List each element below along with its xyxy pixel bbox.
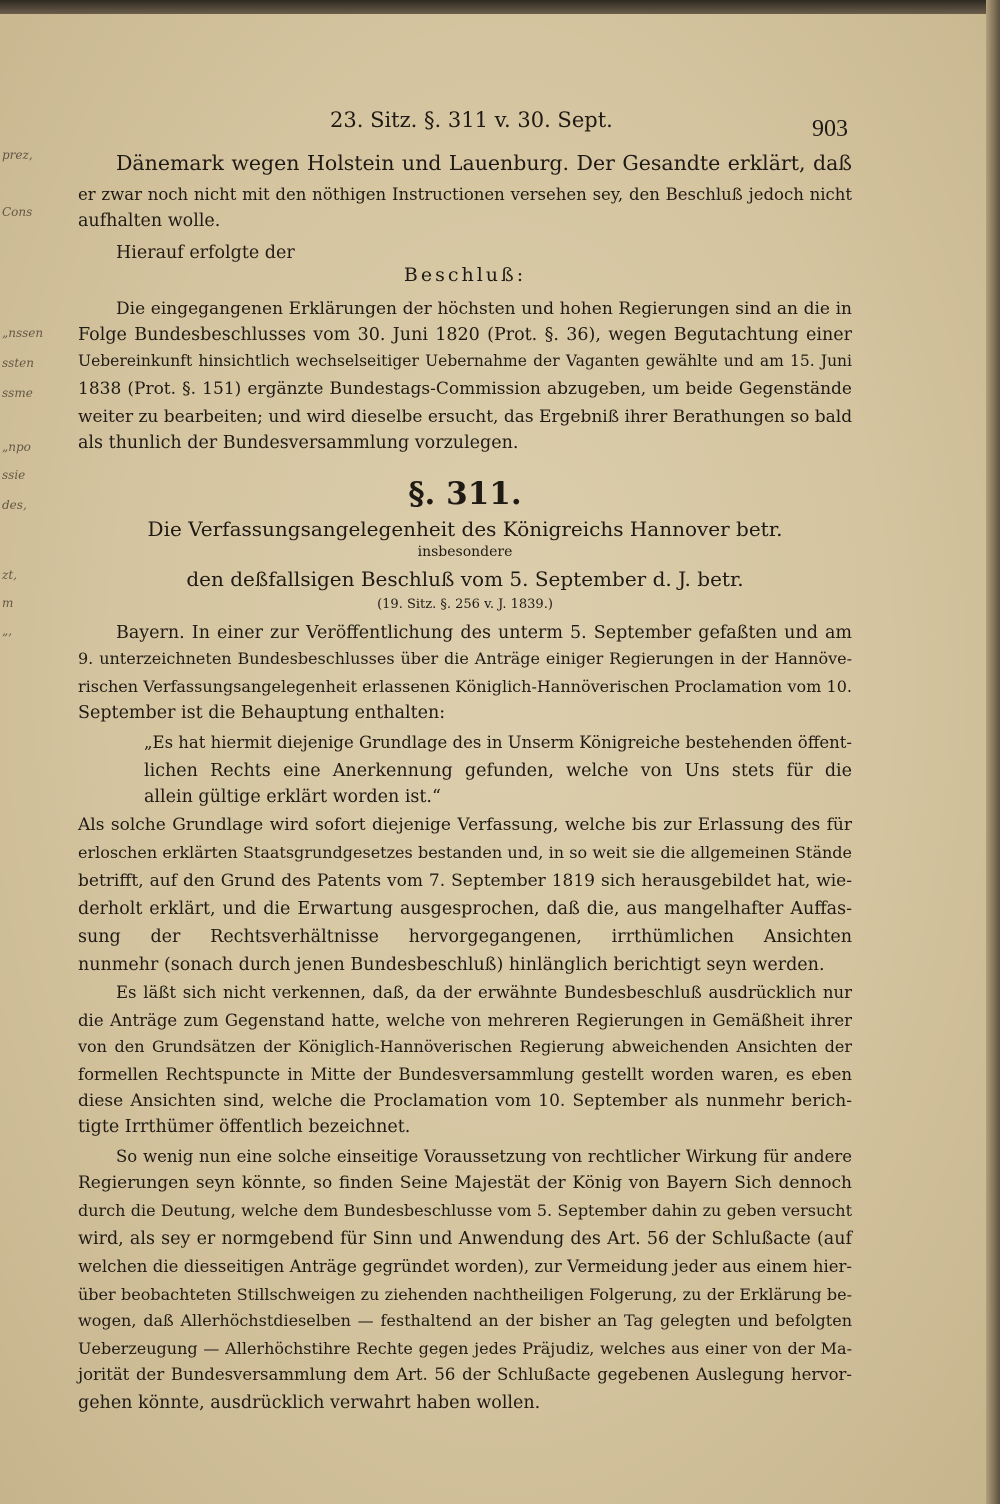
book-binding-edge-right (986, 0, 1000, 1504)
paragraph-line: wird, als sey er normgebend für Sinn und Anwendung des Art. 56 der Schlußacte (auf (78, 1229, 852, 1249)
paragraph-line: nunmehr (sonach durch jenen Bundesbeschluß) hinlänglich berichtigt seyn werden. (78, 955, 825, 975)
paragraph-line: weiter zu bearbeiten; und wird dieselbe ersucht, das Ergebniß ihrer Berathungen so bald (78, 407, 853, 427)
paragraph-line: rischen Verfassungsangelegenheit erlassenen Königlich-Hannöverischen Proclamation vom 10. (78, 677, 852, 696)
paragraph-line: Die eingegangenen Erklärungen der höchsten und hohen Regierungen sind an die in (116, 299, 852, 319)
paragraph-line: erloschen erklärten Staatsgrundgesetzes bestanden und, in so weit sie die allgemeinen Stände (78, 843, 852, 862)
paragraph-line: Bayern. In einer zur Veröffentlichung des unterm 5. September gefaßten und am (116, 623, 852, 643)
paragraph-line: 1838 (Prot. §. 151) ergänzte Bundestags-Commission abzugeben, um beide Gegenstände (78, 379, 852, 399)
paragraph-line: als thunlich der Bundesversammlung vorzulegen. (78, 433, 519, 453)
margin-note: des, (2, 498, 27, 512)
margin-note: ssme (2, 386, 33, 400)
section-reference: (19. Sitz. §. 256 v. J. 1839.) (377, 597, 553, 612)
quote-line: lichen Rechts eine Anerkennung gefunden, welche von Uns stets für die (144, 761, 852, 781)
paragraph-line: Dänemark wegen Holstein und Lauenburg. Der Gesandte erklärt, daß (116, 151, 852, 175)
paragraph-line: 9. unterzeichneten Bundesbeschlusses über die Anträge einiger Regierungen in der Hannöve- (78, 649, 852, 668)
paragraph-line: So wenig nun eine solche einseitige Voraussetzung von rechtlicher Wirkung für andere (116, 1147, 852, 1166)
section-subtitle: insbesondere (417, 544, 513, 560)
paragraph-line: diese Ansichten sind, welche die Proclamation vom 10. September als nunmehr berich- (78, 1091, 852, 1111)
book-binding-edge-top (0, 0, 1000, 14)
paragraph-line: jorität der Bundesversammlung dem Art. 56 der Schlußacte gegebenen Auslegung hervor- (78, 1365, 852, 1384)
margin-note: ssie (2, 468, 26, 482)
margin-note: „npo (2, 440, 31, 454)
paragraph-line: welchen die diesseitigen Anträge gegründet worden), zur Vermeidung jeder aus einem hier- (78, 1257, 852, 1276)
paragraph-line: er zwar noch nicht mit den nöthigen Instructionen versehen sey, den Beschluß jedoch nicht (78, 185, 852, 204)
paragraph-line: von den Grundsätzen der Königlich-Hannöverischen Regierung abweichenden Ansichten der (78, 1037, 852, 1056)
resolution-heading: Beschluß: (403, 264, 527, 286)
paragraph-line: wogen, daß Allerhöchstdieselben — festhaltend an der bisher an Tag gelegten und befolgten (78, 1311, 852, 1330)
section-number: §. 311. (408, 476, 522, 512)
running-head: 23. Sitz. §. 311 v. 30. Sept. (330, 108, 613, 132)
paragraph-line: Folge Bundesbeschlusses vom 30. Juni 1820 (Prot. §. 36), wegen Begutachtung einer (78, 325, 852, 345)
quote-line: „Es hat hiermit diejenige Grundlage des in Unserm Königreiche bestehenden öffent- (144, 733, 853, 752)
paragraph-line: Als solche Grundlage wird sofort diejenige Verfassung, welche bis zur Erlassung des für (78, 815, 852, 835)
margin-note: zt, (2, 568, 17, 582)
paragraph-line: Ueberzeugung — Allerhöchstihre Rechte gegen jedes Präjudiz, welches aus einer von der Ma- (78, 1339, 852, 1358)
margin-note: prez, (2, 148, 33, 162)
paragraph-line: betrifft, auf den Grund des Patents vom 7. September 1819 sich herausgebildet hat, wie- (78, 871, 852, 891)
page-header (0, 108, 1000, 142)
paragraph-line: Uebereinkunft hinsichtlich wechselseitiger Uebernahme der Vaganten gewählte und am 15. Juni (78, 352, 852, 370)
paragraph-line: über beobachteten Stillschweigen zu ziehenden nachtheiligen Folgerung, zu der Erklärung be- (78, 1285, 852, 1304)
margin-note: „, (2, 624, 13, 638)
margin-note: ssten (2, 356, 34, 370)
page-number: 903 (812, 116, 848, 142)
paragraph-line: Hierauf erfolgte der (116, 243, 295, 263)
section-title: Die Verfassungsangelegenheit des Königreichs Hannover betr. (147, 517, 783, 541)
margin-note: Cons (2, 205, 33, 219)
paragraph-line: derholt erklärt, und die Erwartung ausgesprochen, daß die, aus mangelhafter Auffas- (78, 899, 852, 919)
paragraph-line: durch die Deutung, welche dem Bundesbeschlusse vom 5. September dahin zu geben versucht (78, 1201, 852, 1220)
section-title-line-2: den deßfallsigen Beschluß vom 5. September d. J. betr. (186, 567, 744, 591)
margin-note: „nssen (2, 326, 44, 340)
paragraph-line: gehen könnte, ausdrücklich verwahrt haben wollen. (78, 1393, 541, 1413)
paragraph-line: September ist die Behauptung enthalten: (78, 703, 446, 723)
margin-note: m (2, 596, 14, 610)
paragraph-line: tigte Irrthümer öffentlich bezeichnet. (78, 1117, 411, 1137)
paragraph-line: Regierungen seyn könnte, so finden Seine Majestät der König von Bayern Sich dennoch (78, 1173, 852, 1193)
paragraph-line: Es läßt sich nicht verkennen, daß, da der erwähnte Bundesbeschluß ausdrücklich nur (116, 983, 852, 1002)
paragraph-line: sung der Rechtsverhältnisse hervorgegangenen, irrthümlichen Ansichten (78, 927, 852, 947)
paragraph-line: die Anträge zum Gegenstand hatte, welche von mehreren Regierungen in Gemäßheit ihrer (78, 1011, 852, 1030)
quote-line: allein gültige erklärt worden ist.“ (144, 787, 441, 807)
paragraph-line: formellen Rechtspuncte in Mitte der Bundesversammlung gestellt worden waren, es eben (78, 1065, 852, 1084)
paragraph-line: aufhalten wolle. (78, 211, 221, 231)
